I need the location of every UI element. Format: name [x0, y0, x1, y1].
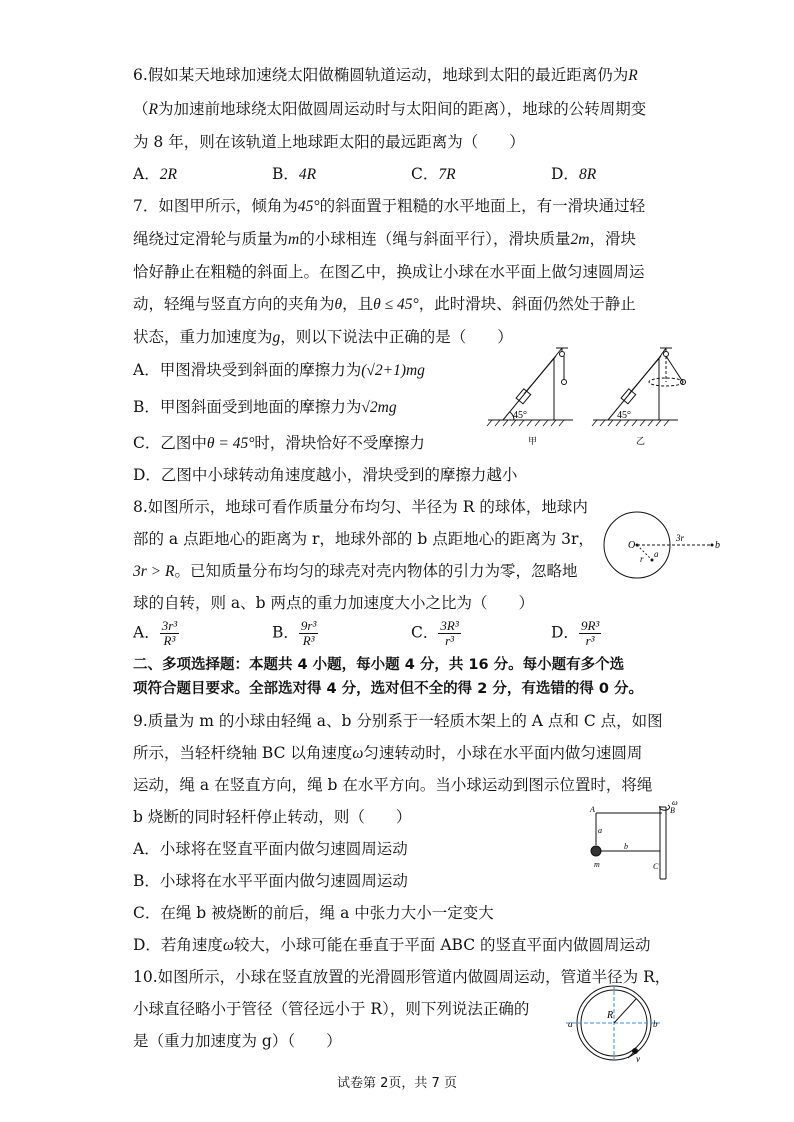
q8-option-d: D． $\frac{\text{9R³}}{\text{r³}}$: [551, 618, 600, 648]
q7-option-c: C．乙图中θ = 45°时，滑块恰好不受摩擦力: [133, 434, 425, 452]
q6-option-b: B．4R: [272, 165, 317, 183]
label-omega: ω: [672, 798, 678, 807]
q8-option-b: B． $\frac{\text{9r³}}{\text{R³}}$: [272, 618, 317, 648]
label-a: a: [598, 826, 602, 835]
page-footer: 试卷第 2页，共 7 页: [337, 1076, 457, 1091]
q7-figure-angle-yi: 45°: [617, 410, 631, 421]
label-b: b: [653, 1019, 658, 1029]
q8-option-c: C． $\frac{\text{3R³}}{\text{r³}}$: [411, 618, 459, 648]
q7-option-a: A．甲图滑块受到斜面的摩擦力为(√2+1)mg: [133, 361, 425, 379]
q7-line3: 恰好静止在粗糙的斜面上。在图乙中，换成让小球在水平面上做匀速圆周运: [133, 263, 645, 281]
label-r: r: [640, 554, 644, 564]
q6-line2: （R为加速前地球绕太阳做圆周运动时与太阳间的距离），地球的公转周期变: [133, 100, 647, 118]
q10-line2: 小球直径略小于管径（管径远小于 R），则下列说法正确的: [133, 1000, 530, 1018]
q9-option-c: C．在绳 b 被烧断的前后，绳 a 中张力大小一定变大: [133, 904, 494, 922]
q8-line3: 3r > R。已知质量分布均匀的球壳对壳内物体的引力为零，忽略地: [133, 562, 578, 580]
section2-line1: 二、多项选择题：本题共 4 小题，每小题 4 分，共 16 分。每小题有多个选: [133, 657, 625, 673]
q6-line3: 为 8 年，则在该轨道上地球距太阳的最远距离为（ ）: [133, 133, 525, 151]
ball: [591, 846, 601, 856]
q7-option-d: D．乙图中小球转动角速度越小，滑块受到的摩擦力越小: [133, 466, 518, 484]
q8-figure: [600, 500, 730, 590]
q7-figure-yi: [592, 348, 686, 426]
q6-line1: 6.假如某天地球加速绕太阳做椭圆轨道运动，地球到太阳的最近距离仍为R: [133, 66, 638, 84]
q7-line4: 动，轻绳与竖直方向的夹角为θ，且θ ≤ 45°，此时滑块、斜面仍然处于静止: [133, 295, 636, 313]
label-3r: 3r: [676, 533, 685, 543]
label-a: a: [654, 549, 659, 559]
q9-line2: 所示，当轻杆绕轴 BC 以角速度ω匀速转动时，小球在水平面内做匀速圆周: [133, 744, 643, 762]
label-v: v: [636, 1054, 640, 1064]
q6-option-d: D．8R: [551, 165, 597, 183]
q7-figure-angle: 45°: [513, 410, 527, 421]
label-C: C: [653, 862, 659, 871]
q10-figure: [556, 985, 666, 1065]
q7-figure: [478, 340, 708, 452]
label-m: m: [594, 860, 600, 869]
label-O: O: [628, 540, 636, 551]
q6-option-c: C．7R: [411, 165, 456, 183]
label-R: R: [607, 1010, 614, 1021]
label-a: a: [568, 1019, 573, 1029]
q7-figure-jia: [487, 348, 573, 426]
q9-option-a: A．小球将在竖直平面内做匀速圆周运动: [133, 840, 408, 858]
q10-line1: 10.如图所示，小球在竖直放置的光滑圆形管道内做圆周运动，管道半径为 R，: [133, 968, 671, 986]
q9-line3: 运动，绳 a 在竖直方向，绳 b 在水平方向。当小球运动到图示位置时，将绳: [133, 776, 653, 794]
q9-line4: b 烧断的同时轻杆停止转动，则（ ）: [133, 808, 412, 826]
q9-option-b: B．小球将在水平平面内做匀速圆周运动: [133, 872, 408, 890]
q7-option-b: B．甲图斜面受到地面的摩擦力为√2mg: [133, 398, 397, 416]
section2-line2: 项符合题目要求。全部选对得 4 分，选对但不全的得 2 分，有选错的得 0 分。: [133, 681, 644, 697]
q7-figure-yi-label: 乙: [636, 437, 646, 447]
q7-line1: 7．如图甲所示，倾角为45°的斜面置于粗糙的水平地面上，有一滑块通过轻: [133, 197, 646, 215]
q9-figure: [580, 797, 700, 882]
q6-option-a: A．2R: [133, 165, 177, 183]
label-b: b: [624, 842, 628, 851]
q8-line4: 球的自转，则 a、b 两点的重力加速度大小之比为（ ）: [133, 594, 535, 612]
q10-line3: 是（重力加速度为 g）（ ）: [133, 1032, 342, 1050]
label-b: b: [715, 540, 720, 551]
q8-option-a: A． $\frac{\text{3r³}}{\text{R³}}$: [133, 618, 178, 648]
radius-line: [614, 999, 636, 1023]
q8-line2: 部的 a 点距地心的距离为 r，地球外部的 b 点距地心的距离为 3r，: [133, 530, 594, 548]
q9-option-d: D．若角速度ω较大，小球可能在垂直于平面 ABC 的竖直平面内做圆周运动: [133, 936, 651, 954]
q9-line1: 9.质量为 m 的小球由轻绳 a、b 分别系于一轻质木架上的 A 点和 C 点，如图: [133, 712, 663, 730]
q7-line2: 绳绕过定滑轮与质量为m的小球相连（绳与斜面平行），滑块质量2m，滑块: [133, 230, 636, 248]
q7-figure-jia-label: 甲: [528, 437, 538, 447]
q8-line1: 8.如图所示，地球可看作质量分布均匀、半径为 R 的球体，地球内: [133, 498, 588, 516]
label-A: A: [590, 805, 595, 814]
point-b: [711, 544, 714, 547]
q7-line5: 状态，重力加速度为g，则以下说法中正确的是（ ）: [133, 328, 513, 346]
label-B: B: [670, 806, 675, 815]
